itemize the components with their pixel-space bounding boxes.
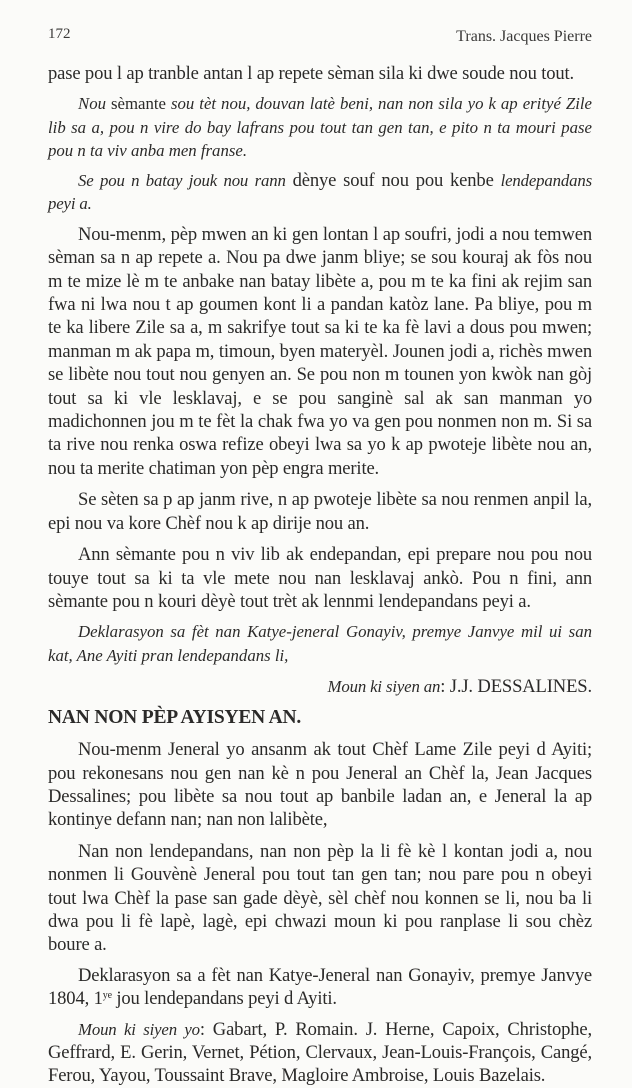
date-text: Deklarasyon sa a fèt nan Katye-Jeneral nan Gonayiv, premye Janvye 1804, 1 [48, 964, 592, 1010]
paragraph-declaration-date [48, 964, 592, 1011]
battle-italic: Se pou n batay jouk nou rann [78, 171, 286, 191]
paragraph-independence: Nan non lendepandans, nan non pèp la li fè kè l kontan jodi a, nou nonmen li Gouvènè Jeneral pou tout tan gen tan; nou pare pou n obeyi tout lwa Chèf la pase san gade dèyè, sèl chèf nou konnen se li, nou ba li dwa pou li fè lapè, lagè, epi chwazi moun ki pou ranplase li sou chèz boure a. [48, 840, 592, 956]
paragraph-generals: Nou-menm Jeneral yo ansanm ak tout Chèf Lame Zile peyi d Ayiti; pou rekonesans nou gen nan kè n pou Jeneral an Chèf la, Jean Jacques Dessalines; pou libète sa nou tout ap banbile ladan an, e Jeneral la ap kontinye defann nan; nan non lalibète, [48, 739, 592, 831]
paragraph-battle [48, 169, 592, 216]
battle-italic-end: lendepandans peyi a. [48, 171, 592, 214]
signature-name: : J.J. DESSALINES. [440, 675, 592, 697]
paragraph-signatories [48, 1018, 592, 1088]
oath-verb: sèmante [105, 94, 171, 114]
date-text-end: jou lendepandans peyi d Ayiti. [111, 988, 337, 1010]
page-number: 172 [48, 26, 71, 42]
paragraph-swear: Ann sèmante pou n viv lib ak endepandan, epi prepare nou pou nou touye tout sa ki ta vle mete nou nan lesklavaj ankò. Pou n fini, ann sèmante pou n kouri dèyè tout trèt ak lennmi lendepandans peyi a. [48, 544, 592, 612]
paragraph-certain: Se sèten sa p ap janm rive, n ap pwoteje libète sa nou renmen anpil la, epi nou va kore Chèf nou k ap dirije nou an. [48, 489, 592, 534]
running-title: Trans. Jacques Pierre [456, 28, 592, 45]
battle-plain: dènye souf nou pou kenbe [285, 170, 501, 192]
oath-lead: Nou [78, 94, 106, 114]
paragraph-declaration: Deklarasyon sa fèt nan Katye-jeneral Gonayiv, premye Janvye mil ui san kat, Ane Ayiti pran lendepandans li, [48, 622, 592, 665]
paragraph-oath [48, 92, 592, 162]
paragraph-people: Nou-menm, pèp mwen an ki gen lontan l ap soufri, jodi a nou temwen sèman sa n ap repete a. Nou pa dwe janm bliye; se sou kouraj ak fòs nou m te mize lè m te anbake nan batay libète a, pou m te ka fini ak rejim san fwa ni lwa nou t ap goumen kont li a pandan katòz lane. Pa bliye, pou m te ka libere Zile sa a, m sakrifye tout sa ki te ka fè lavi a dous pou mwen; manman m ak papa m, timoun, byen materyèl. Jounen jodi a, richès mwen se libète nou tout nou genyen an. Se pou non m tounen yon kwòk nan gòj tout sa ki vle lesklavaj, e se pou sanginè sal ak san manman yo madichonnen jou m te fèt la chak fwa yo va gen pou nonmen non m. Si sa ta rive nou renka oswa refize obeyi lwa sa yo k ap pwoteje libète nou an, nou ta merite chatiman yon pèp engra merite. [48, 223, 592, 479]
oath-text: sou tèt nou, douvan latè beni, nan non sila yo k ap erityé Zile lib sa a, pou n vire do bay lafrans pou tout tan gen tan, e pito n ta mouri pase pou n ta viv anba men franse. [48, 94, 593, 160]
signatories-list: : Gabart, P. Romain. J. Herne, Capoix, Christophe, Geffrard, E. Gerin, Vernet, Pétion, Clervaux, Jean-Louis-François, Cangé, Ferou, Yayou, Toussaint Brave, Magloire Ambroise, Louis Bazelais. [48, 1018, 592, 1087]
paragraph-continuation: pase pou l ap tranble antan l ap repete sèman sila ki dwe soude nou tout. [48, 63, 575, 84]
page-body [48, 62, 592, 1088]
section-heading: NAN NON PÈP AYISYEN AN. [48, 707, 302, 729]
ordinal-suffix: ye [102, 990, 112, 1002]
signature-line [48, 675, 592, 698]
signature-label: Moun ki siyen an [327, 676, 441, 696]
signatories-label: Moun ki siyen yo [78, 1019, 200, 1039]
